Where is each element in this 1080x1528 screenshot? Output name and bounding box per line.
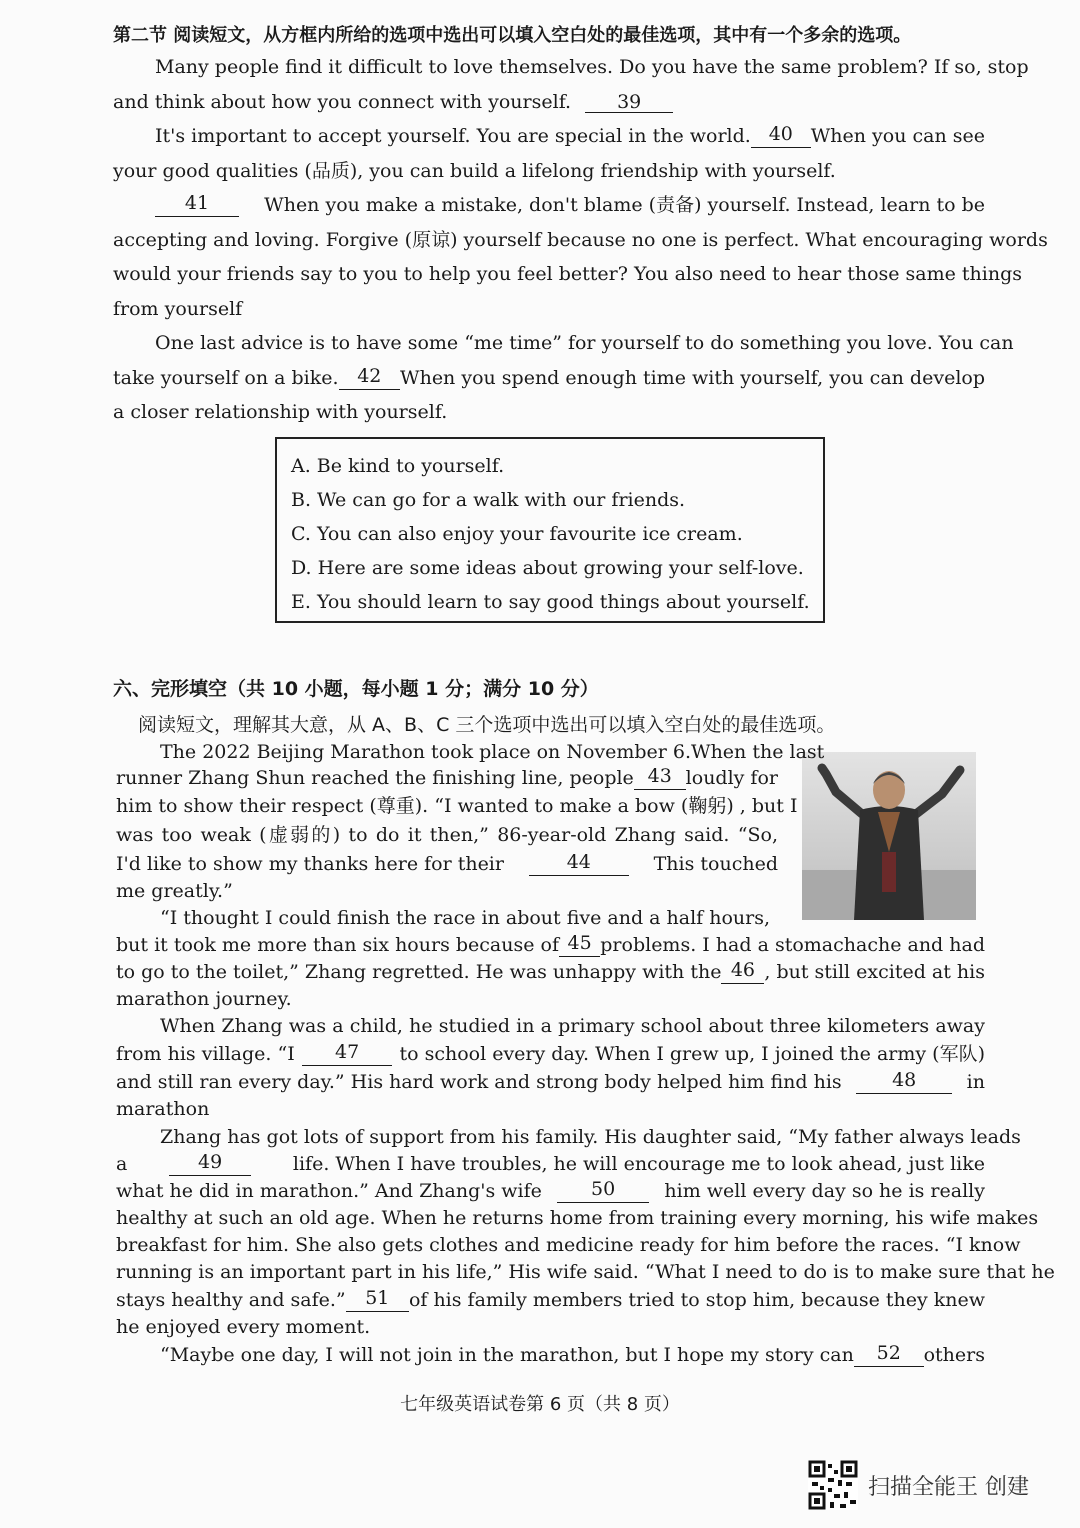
passage2-line — [116, 766, 778, 790]
passage2-line: healthy at such an old age. When he returns home from training every morning, his wife makes — [116, 1207, 1039, 1229]
text-span: problems. I had a stomachache and had — [600, 934, 985, 956]
blank-48: 48 — [856, 1070, 952, 1094]
text-span: It's important to accept yourself. You are special in the world. — [155, 125, 751, 147]
text-span: in — [966, 1071, 985, 1093]
passage1-line: One last advice is to have some “me time” for yourself to do something you love. You can — [155, 332, 1014, 354]
blank-40: 40 — [751, 124, 811, 148]
passage2-line: him to show their respect (尊重). “I wanted to make a bow (鞠躬) , but I — [116, 795, 798, 817]
blank-46: 46 — [721, 960, 764, 984]
options-box — [275, 437, 825, 623]
passage2-line — [160, 1343, 985, 1367]
text-span: to go to the toilet,” Zhang regretted. He was unhappy with the — [116, 961, 722, 983]
text-span: When you spend enough time with yourself, you can develop — [400, 367, 985, 389]
section6-instruction: 阅读短文，理解其大意，从 A、B、C 三个选项中选出可以填入空白处的最佳选项。 — [138, 714, 836, 736]
text-span: When you make a mistake, don't blame (责备) yourself. Instead, learn to be — [264, 194, 985, 216]
passage2-line — [116, 960, 985, 984]
passage2-line: me greatly.” — [116, 880, 233, 902]
marathon-runner-photo — [802, 752, 976, 920]
text-span: stays healthy and safe.” — [116, 1289, 346, 1311]
page-footer: 七年级英语试卷第 6 页（共 8 页） — [400, 1394, 680, 1415]
passage1-line: Many people find it difficult to love themselves. Do you have the same problem? If so, stop — [155, 56, 1029, 78]
text-span: life. When I have troubles, he will encourage me to look ahead, just like — [292, 1153, 985, 1175]
option-a: A. Be kind to yourself. — [291, 455, 505, 477]
option-c: C. You can also enjoy your favourite ice cream. — [291, 523, 743, 545]
passage2-line — [116, 1152, 985, 1176]
passage2-line: Zhang has got lots of support from his family. His daughter said, “My father always leads — [160, 1126, 1021, 1148]
passage2-line: he enjoyed every moment. — [116, 1316, 371, 1338]
text-span: I'd like to show my thanks here for their — [116, 853, 504, 875]
passage2-line: When Zhang was a child, he studied in a primary school about three kilometers away — [160, 1015, 985, 1037]
text-span: what he did in marathon.” And Zhang's wife — [116, 1180, 542, 1202]
blank-44: 44 — [529, 852, 629, 876]
option-e: E. You should learn to say good things about yourself. — [291, 591, 810, 613]
text-span: runner Zhang Shun reached the finishing line, people — [116, 767, 634, 789]
blank-41: 41 — [155, 193, 239, 217]
blank-52: 52 — [854, 1343, 924, 1367]
passage2-line — [116, 1042, 985, 1066]
passage2-line — [116, 852, 778, 876]
text-span: and think about how you connect with yourself. — [113, 91, 572, 113]
option-b: B. We can go for a walk with our friends. — [291, 489, 686, 511]
marathon-runner-icon — [802, 752, 976, 920]
text-span: loudly for — [685, 767, 778, 789]
text-span: When you can see — [810, 125, 985, 147]
passage2-line — [116, 1179, 985, 1203]
passage2-line — [116, 1070, 985, 1094]
text-span: him well every day so he is really — [664, 1180, 985, 1202]
passage2-line: marathon — [116, 1098, 210, 1120]
text-span: others — [923, 1344, 985, 1366]
passage1-line — [113, 366, 985, 390]
blank-43: 43 — [634, 766, 686, 790]
passage2-line: running is an important part in his life,” His wife said. “What I need to do is to make sure that he — [116, 1261, 1055, 1283]
blank-49: 49 — [169, 1152, 251, 1176]
passage2-line: breakfast for him. She also gets clothes and medicine ready for him before the races. “I know — [116, 1234, 1021, 1256]
blank-50: 50 — [557, 1179, 649, 1203]
blank-51: 51 — [346, 1288, 409, 1312]
option-d: D. Here are some ideas about growing your self-love. — [291, 557, 804, 579]
section6-heading: 六、完形填空（共 10 小题，每小题 1 分；满分 10 分） — [113, 678, 599, 700]
blank-42: 42 — [339, 366, 401, 390]
text-span: a — [116, 1153, 128, 1175]
passage1-line: accepting and loving. Forgive (原谅) yourself because no one is perfect. What encouraging words — [113, 229, 1048, 251]
passage2-line — [116, 933, 985, 957]
blank-39: 39 — [585, 92, 673, 113]
passage2-line: was too weak (虚弱的) to do it then,” 86-year-old Zhang said. “So, — [116, 824, 778, 846]
passage1-line: a closer relationship with yourself. — [113, 401, 448, 423]
passage1-line — [155, 124, 985, 148]
text-span: but it took me more than six hours because of — [116, 934, 559, 956]
passage2-line: marathon journey. — [116, 988, 292, 1010]
blank-45: 45 — [559, 933, 600, 957]
passage2-line — [116, 1288, 985, 1312]
text-span: of his family members tried to stop him, because they knew — [408, 1289, 985, 1311]
passage1-line: your good qualities (品质), you can build a lifelong friendship with yourself. — [113, 160, 836, 182]
text-span: to school every day. When I grew up, I joined the army (军队) — [399, 1043, 985, 1065]
section2-instruction: 第二节 阅读短文，从方框内所给的选项中选出可以填入空白处的最佳选项，其中有一个多余的选项。 — [113, 25, 912, 46]
passage1-line — [113, 90, 673, 114]
text-span: “Maybe one day, I will not join in the marathon, but I hope my story can — [160, 1344, 854, 1366]
passage1-line: would your friends say to you to help you feel better? You also need to hear those same things — [113, 263, 1023, 285]
passage1-line: from yourself — [113, 298, 243, 320]
text-span: from his village. “I — [116, 1043, 295, 1065]
passage1-line — [155, 193, 985, 217]
passage2-line: The 2022 Beijing Marathon took place on November 6.When the last — [160, 741, 825, 763]
text-span: This touched — [653, 853, 778, 875]
blank-47: 47 — [302, 1042, 392, 1066]
text-span: take yourself on a bike. — [113, 367, 339, 389]
text-span: , but still excited at his — [764, 961, 985, 983]
qr-code-graphic — [808, 1460, 858, 1510]
text-span: and still ran every day.” His hard work and strong body helped him find his — [116, 1071, 842, 1093]
qr-code-icon — [808, 1460, 858, 1510]
passage2-line: “I thought I could finish the race in about five and a half hours, — [160, 907, 771, 929]
scanner-watermark: 扫描全能王 创建 — [868, 1475, 1029, 1500]
